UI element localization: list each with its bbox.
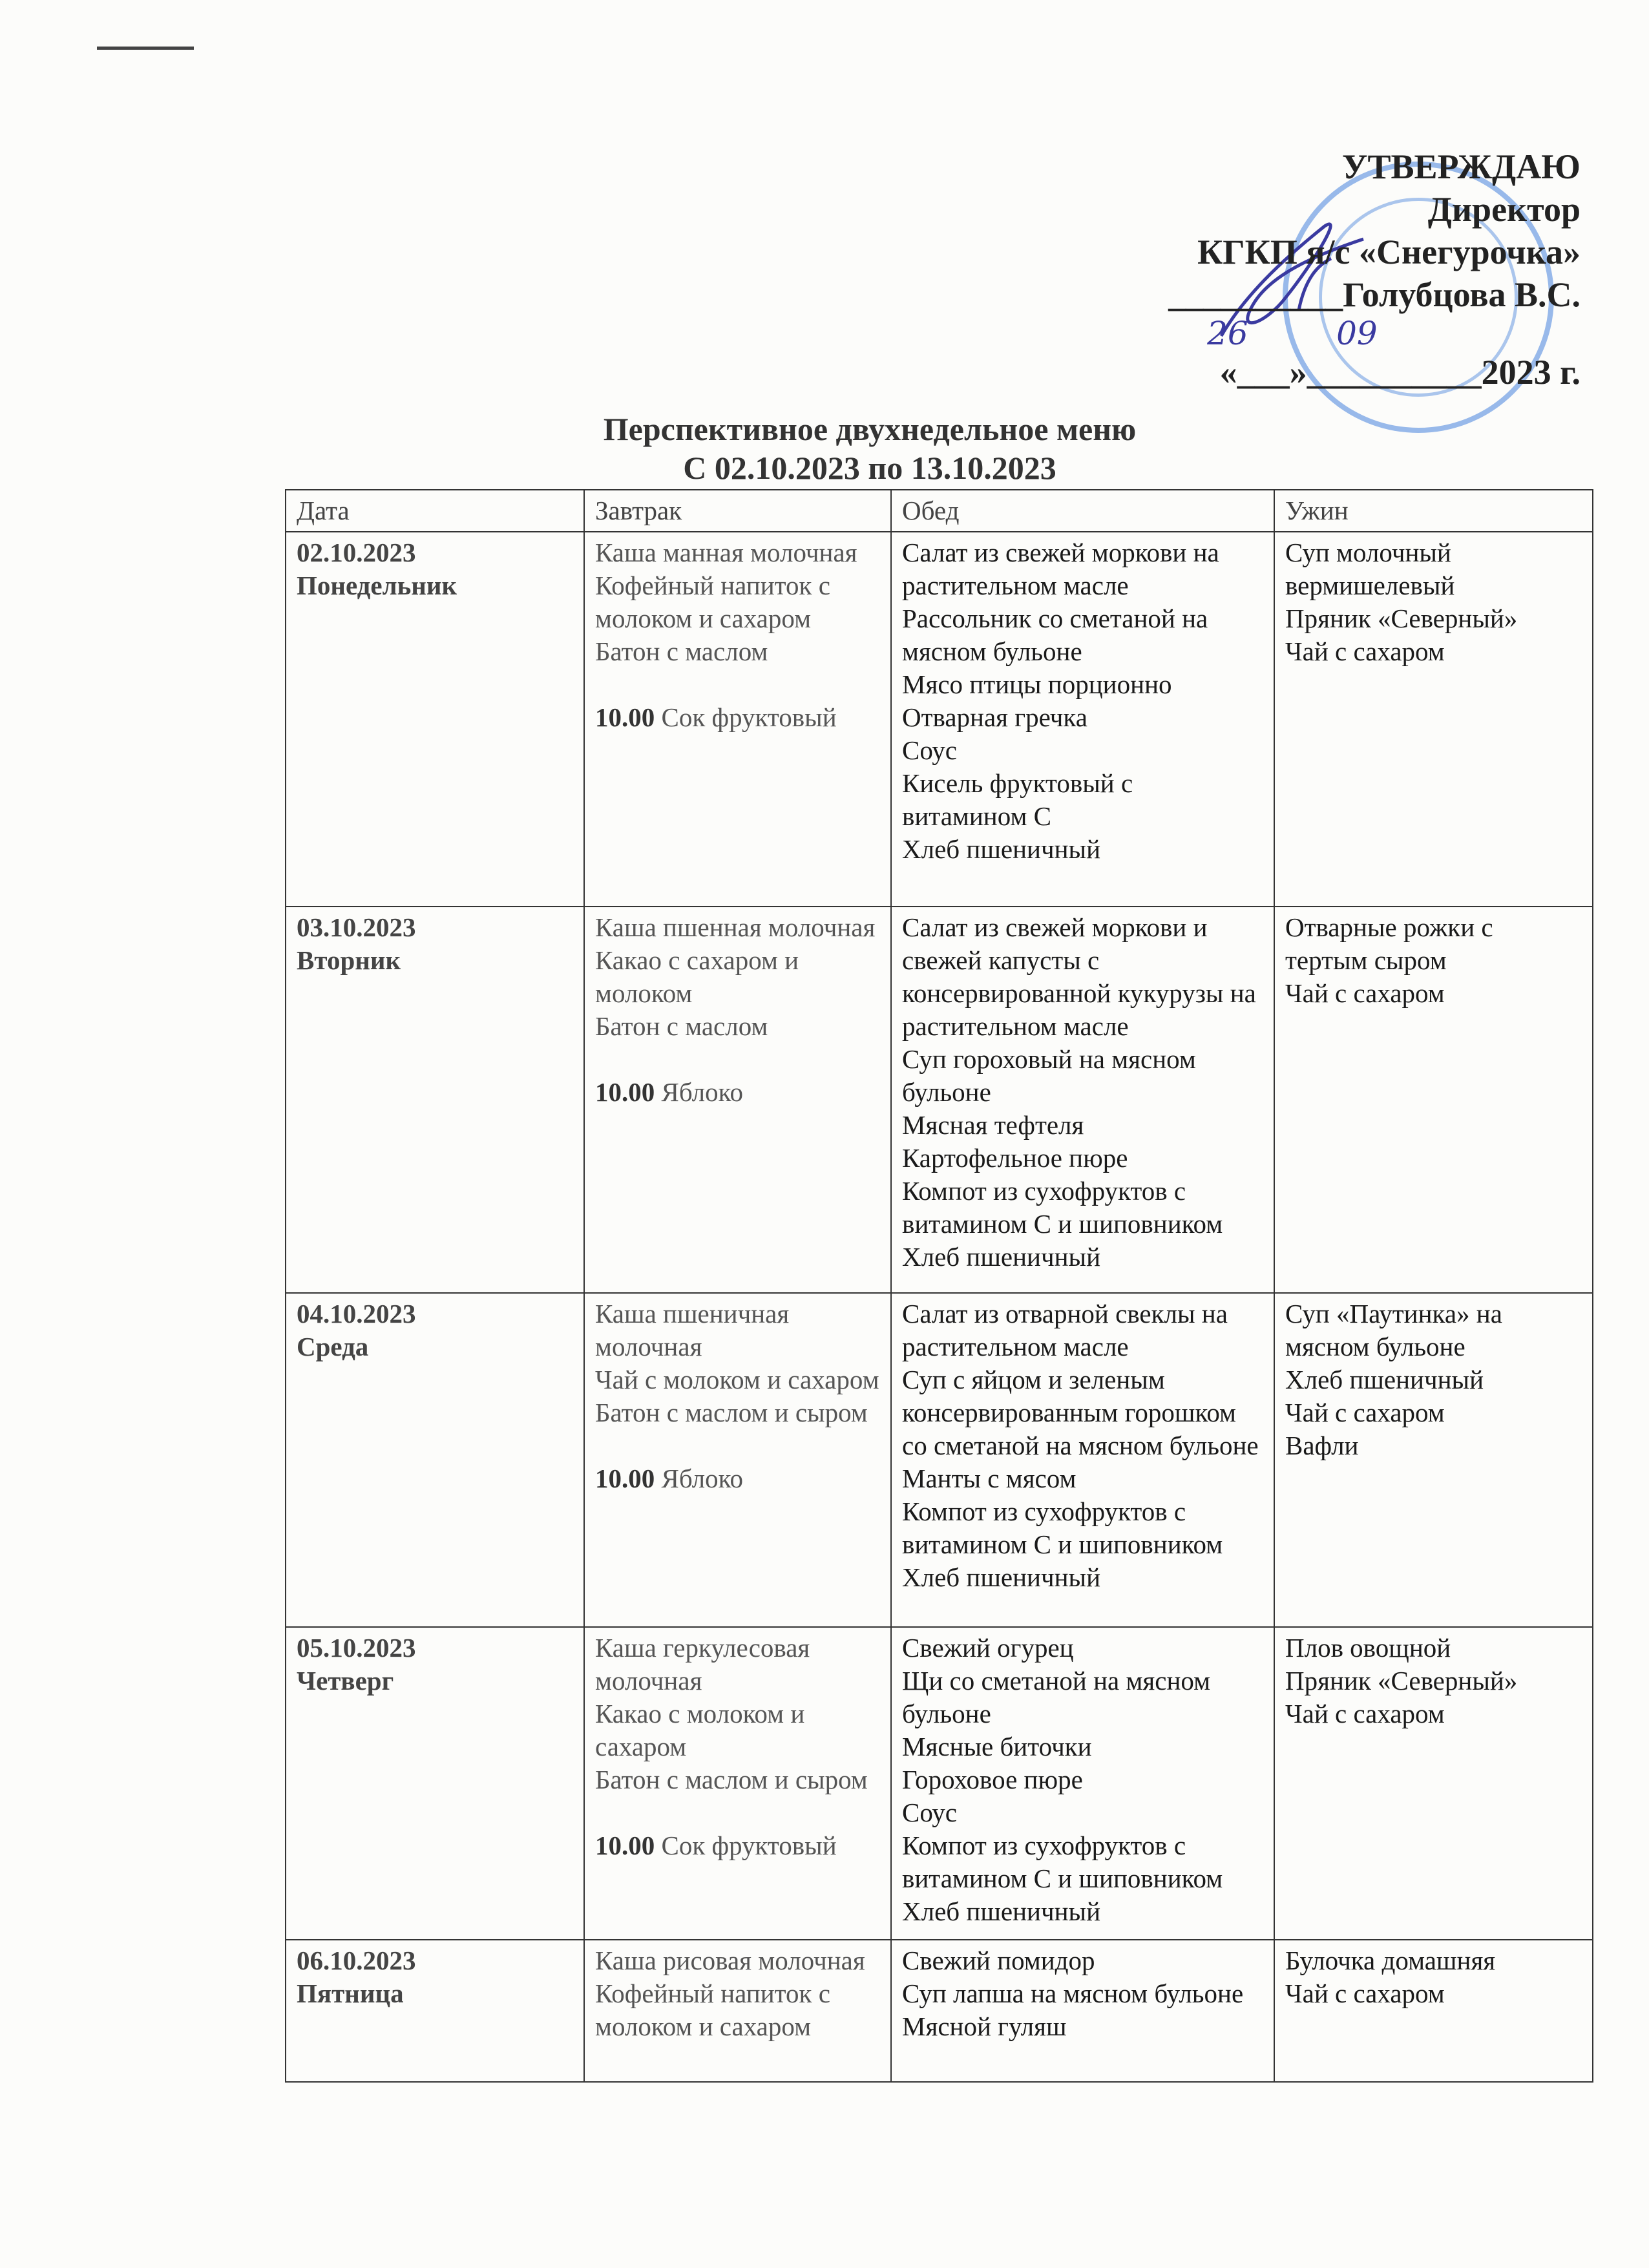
date-cell	[286, 532, 584, 907]
snack-item: Яблоко	[661, 1464, 743, 1493]
weekday: Пятница	[297, 1979, 404, 2008]
lunch-cell	[891, 1940, 1274, 2082]
lunch-item: Щи со сметаной на мясном бульоне	[902, 1666, 1211, 1728]
breakfast-item: Какао с молоком и сахаром	[595, 1699, 805, 1761]
lunch-item: Мясные биточки	[902, 1732, 1092, 1761]
lunch-item: Хлеб пшеничный	[902, 1896, 1101, 1926]
header-date: Дата	[286, 490, 584, 532]
lunch-item: Свежий огурец	[902, 1633, 1074, 1663]
date-cell	[286, 907, 584, 1293]
snack-time: 10.00	[595, 1464, 655, 1493]
breakfast-cell	[584, 532, 891, 907]
lunch-item: Гороховое пюре	[902, 1765, 1083, 1794]
date-cell	[286, 1627, 584, 1940]
approval-heading: УТВЕРЖДАЮ	[1341, 147, 1581, 186]
dinner-item: Чай с сахаром	[1285, 978, 1445, 1008]
handwritten-date	[1168, 316, 1581, 351]
breakfast-item: Кофейный напиток с молоком и сахаром	[595, 571, 830, 633]
date: 05.10.2023	[297, 1633, 416, 1663]
breakfast-cell	[584, 1627, 891, 1940]
lunch-item: Соус	[902, 1798, 957, 1827]
breakfast-cell	[584, 1293, 891, 1627]
table-row	[286, 1293, 1593, 1627]
header-breakfast: Завтрак	[584, 490, 891, 532]
approval-position: Директор	[1427, 190, 1581, 229]
breakfast-item: Каша пшенная молочная	[595, 912, 876, 942]
dinner-item: Чай с сахаром	[1285, 1699, 1445, 1728]
table-header-row	[286, 490, 1593, 532]
snack	[595, 1829, 880, 1862]
handwritten-month: 09	[1336, 315, 1378, 352]
lunch-item: Компот из сухофруктов с витамином С и шиповником	[902, 1831, 1223, 1893]
lunch-item: Салат из отварной свеклы на растительном масле	[902, 1299, 1228, 1361]
breakfast-item: Какао с сахаром и молоком	[595, 945, 799, 1008]
dinner-item: Пряник «Северный»	[1285, 1666, 1518, 1696]
dinner-cell	[1274, 532, 1593, 907]
lunch-cell	[891, 532, 1274, 907]
weekday: Вторник	[297, 945, 401, 975]
lunch-item: Кисель фруктовый с витамином С	[902, 768, 1133, 831]
lunch-item: Компот из сухофруктов с витамином С и шиповником	[902, 1496, 1223, 1559]
lunch-item: Суп с яйцом и зеленым консервированным горошком со сметаной на мясном бульоне	[902, 1365, 1259, 1460]
dinner-item: Плов овощной	[1285, 1633, 1451, 1663]
lunch-item: Мясной гуляш	[902, 2011, 1067, 2041]
breakfast-item: Батон с маслом	[595, 1011, 768, 1041]
dinner-item: Чай с сахаром	[1285, 636, 1445, 666]
dinner-cell	[1274, 1940, 1593, 2082]
snack-time: 10.00	[595, 702, 655, 732]
dinner-item: Чай с сахаром	[1285, 1398, 1445, 1427]
lunch-item: Свежий помидор	[902, 1946, 1095, 1975]
lunch-cell	[891, 1627, 1274, 1940]
lunch-item: Рассольник со сметаной на мясном бульоне	[902, 604, 1208, 666]
lunch-item: Картофельное пюре	[902, 1143, 1128, 1173]
lunch-item: Мясная тефтеля	[902, 1110, 1084, 1140]
header-lunch: Обед	[891, 490, 1274, 532]
table-row	[286, 1940, 1593, 2082]
menu-table	[285, 489, 1593, 2083]
date: 06.10.2023	[297, 1946, 416, 1975]
approval-name: __________Голубцова В.С.	[1168, 275, 1581, 314]
snack-time: 10.00	[595, 1831, 655, 1860]
approval-organization: КГКП я/с «Снегурочка»	[1197, 233, 1581, 271]
date: 04.10.2023	[297, 1299, 416, 1328]
date: 02.10.2023	[297, 538, 416, 567]
breakfast-item: Чай с молоком и сахаром	[595, 1365, 879, 1394]
date-cell	[286, 1940, 584, 2082]
header-dinner: Ужин	[1274, 490, 1593, 532]
date-cell	[286, 1293, 584, 1627]
table-row	[286, 1627, 1593, 1940]
dinner-item: Чай с сахаром	[1285, 1979, 1445, 2008]
lunch-item: Салат из свежей моркови на растительном масле	[902, 538, 1219, 600]
lunch-item: Компот из сухофруктов с витамином С и шиповником	[902, 1176, 1223, 1239]
breakfast-cell	[584, 907, 891, 1293]
scan-mark	[97, 47, 194, 50]
breakfast-item: Батон с маслом и сыром	[595, 1398, 868, 1427]
weekday: Среда	[297, 1332, 369, 1361]
breakfast-cell	[584, 1940, 891, 2082]
snack	[595, 1076, 880, 1109]
approval-block	[1168, 145, 1581, 394]
dinner-item: Булочка домашняя	[1285, 1946, 1496, 1975]
breakfast-item: Каша геркулесовая молочная	[595, 1633, 810, 1696]
breakfast-item: Каша рисовая молочная	[595, 1946, 865, 1975]
snack	[595, 701, 880, 734]
snack-item: Яблоко	[661, 1077, 743, 1107]
snack-item: Сок фруктовый	[661, 702, 837, 732]
lunch-item: Салат из свежей моркови и свежей капусты с консервированной кукурузы на растительном масле	[902, 912, 1256, 1041]
table-row	[286, 532, 1593, 907]
lunch-item: Мясо птицы порционно	[902, 669, 1172, 699]
dinner-item: Суп «Паутинка» на мясном бульоне	[1285, 1299, 1502, 1361]
dinner-item: Отварные рожки с тертым сыром	[1285, 912, 1493, 975]
title-line-2: С 02.10.2023 по 13.10.2023	[683, 450, 1056, 486]
lunch-item: Хлеб пшеничный	[902, 1562, 1101, 1592]
date: 03.10.2023	[297, 912, 416, 942]
lunch-item: Суп гороховый на мясном бульоне	[902, 1044, 1196, 1107]
breakfast-item: Батон с маслом	[595, 636, 768, 666]
lunch-item: Суп лапша на мясном бульоне	[902, 1979, 1244, 2008]
dinner-cell	[1274, 1293, 1593, 1627]
snack-item: Сок фруктовый	[661, 1831, 837, 1860]
lunch-item: Соус	[902, 735, 957, 765]
snack-time: 10.00	[595, 1077, 655, 1107]
lunch-item: Хлеб пшеничный	[902, 834, 1101, 864]
lunch-item: Хлеб пшеничный	[902, 1242, 1101, 1272]
dinner-cell	[1274, 907, 1593, 1293]
approval-date: «___»__________2023 г.	[1219, 353, 1581, 392]
dinner-item: Пряник «Северный»	[1285, 604, 1518, 633]
lunch-cell	[891, 907, 1274, 1293]
dinner-item: Вафли	[1285, 1431, 1359, 1460]
title-line-1: Перспективное двухнедельное меню	[603, 411, 1137, 447]
dinner-cell	[1274, 1627, 1593, 1940]
breakfast-item: Кофейный напиток с молоком и сахаром	[595, 1979, 830, 2041]
table-row	[286, 907, 1593, 1293]
lunch-cell	[891, 1293, 1274, 1627]
snack	[595, 1462, 880, 1495]
breakfast-item: Каша пшеничная молочная	[595, 1299, 790, 1361]
dinner-item: Суп молочный вермишелевый	[1285, 538, 1455, 600]
breakfast-item: Каша манная молочная	[595, 538, 857, 567]
breakfast-item: Батон с маслом и сыром	[595, 1765, 868, 1794]
weekday: Четверг	[297, 1666, 394, 1696]
lunch-item: Манты с мясом	[902, 1464, 1077, 1493]
handwritten-day: 26	[1207, 315, 1248, 352]
dinner-item: Хлеб пшеничный	[1285, 1365, 1484, 1394]
lunch-item: Отварная гречка	[902, 702, 1087, 732]
weekday: Понедельник	[297, 571, 457, 600]
document-title	[0, 410, 1649, 487]
